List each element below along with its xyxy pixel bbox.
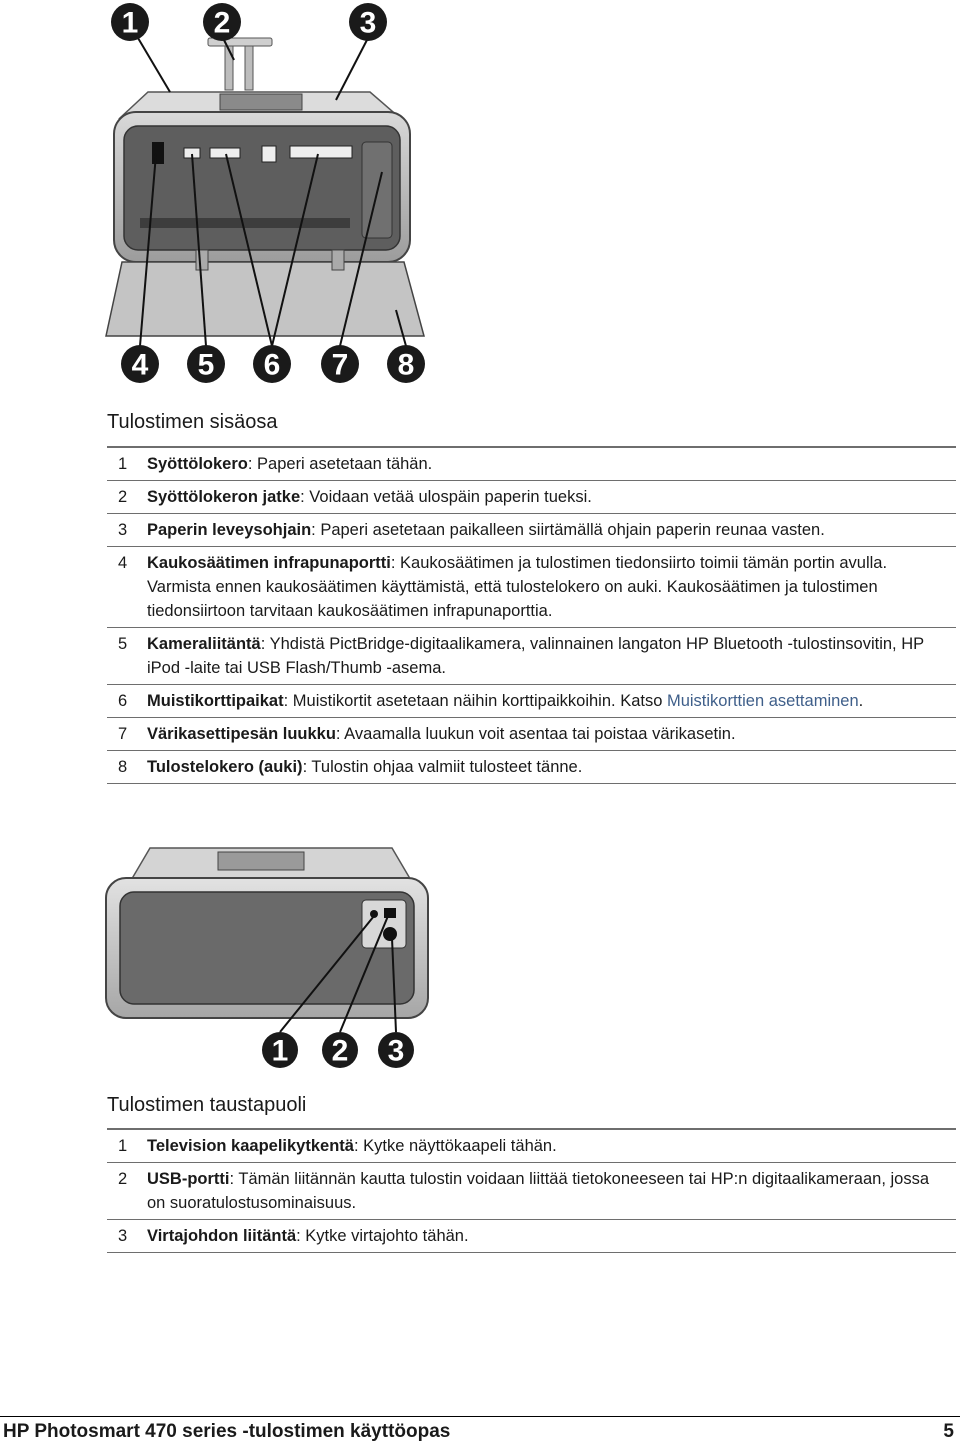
- printer-back-illustration: [100, 842, 440, 1072]
- callout-5: [187, 345, 225, 383]
- footer-title: HP Photosmart 470 series -tulostimen käyttöopas: [3, 1421, 451, 1442]
- svg-text:7: 7: [331, 348, 349, 382]
- svg-text:8: 8: [397, 348, 415, 382]
- page-number: 5: [943, 1421, 954, 1442]
- table-row: 3 Paperin leveysohjain: Paperi asetetaan paikalleen siirtämällä ohjain paperin reunaa vasten.: [107, 514, 956, 547]
- table-row: 3 Virtajohdon liitäntä: Kytke virtajohto tähän.: [107, 1220, 956, 1253]
- memory-card-insert-link[interactable]: Muistikorttien asettaminen: [666, 692, 859, 710]
- svg-text:5: 5: [197, 348, 215, 382]
- table-row: 2 Syöttölokeron jatke: Voidaan vetää ulospäin paperin tueksi.: [107, 481, 956, 514]
- table-row: 8 Tulostelokero (auki): Tulostin ohjaa valmiit tulosteet tänne.: [107, 751, 956, 784]
- callout-6: [253, 345, 291, 383]
- table-row: 1 Syöttölokero: Paperi asetetaan tähän.: [107, 447, 956, 481]
- callout-8: [387, 345, 425, 383]
- callout-7: [321, 345, 359, 383]
- callout-1: [111, 3, 149, 41]
- inside-parts-table: [107, 446, 956, 784]
- callout-3: [378, 1032, 414, 1068]
- back-parts-table: [107, 1128, 956, 1253]
- svg-text:3: 3: [359, 6, 377, 40]
- footer-divider: [0, 1416, 960, 1417]
- svg-text:3: 3: [387, 1034, 405, 1068]
- callout-2: [322, 1032, 358, 1068]
- section-title-inside: Tulostimen sisäosa: [107, 411, 278, 433]
- table-row: 7 Värikasettipesän luukku: Avaamalla luukun voit asentaa tai poistaa värikasetin.: [107, 718, 956, 751]
- printer-front-illustration: [100, 0, 440, 390]
- callout-2: [203, 3, 241, 41]
- svg-text:2: 2: [213, 6, 231, 40]
- table-row: 1 Television kaapelikytkentä: Kytke näyttökaapeli tähän.: [107, 1129, 956, 1163]
- table-row: 4 Kaukosäätimen infrapunaportti: Kaukosäätimen ja tulostimen tiedonsiirto toimii tämän portin avulla. Varmista ennen kaukosäätimen käyttämistä, että tulostelokero on auki. Kaukosäätimen ja tulostimen tiedonsiirtoon tarvitaan kaukosäätimen infrapunaporttia.: [107, 547, 956, 628]
- table-row: 2 USB-portti: Tämän liitännän kautta tulostin voidaan liittää tietokoneeseen tai HP:n digitaalikameraan, jossa on suoratulostusominaisuus.: [107, 1163, 956, 1220]
- callout-3: [349, 3, 387, 41]
- svg-text:1: 1: [271, 1034, 289, 1068]
- svg-text:1: 1: [121, 6, 139, 40]
- callout-1: [262, 1032, 298, 1068]
- callout-4: [121, 345, 159, 383]
- table-row: 6 Muistikorttipaikat: Muistikortit asetetaan näihin korttipaikkoihin. Katso Muistikorttien asettaminen.: [107, 685, 956, 718]
- svg-text:2: 2: [331, 1034, 349, 1068]
- svg-text:6: 6: [263, 348, 281, 382]
- section-title-back: Tulostimen taustapuoli: [107, 1094, 307, 1116]
- table-row: 5 Kameraliitäntä: Yhdistä PictBridge-digitaalikamera, valinnainen langaton HP Bluetooth -tulostinsovitin, HP iPod -laite tai USB Flash/Thumb -asema.: [107, 628, 956, 685]
- svg-text:4: 4: [131, 348, 149, 382]
